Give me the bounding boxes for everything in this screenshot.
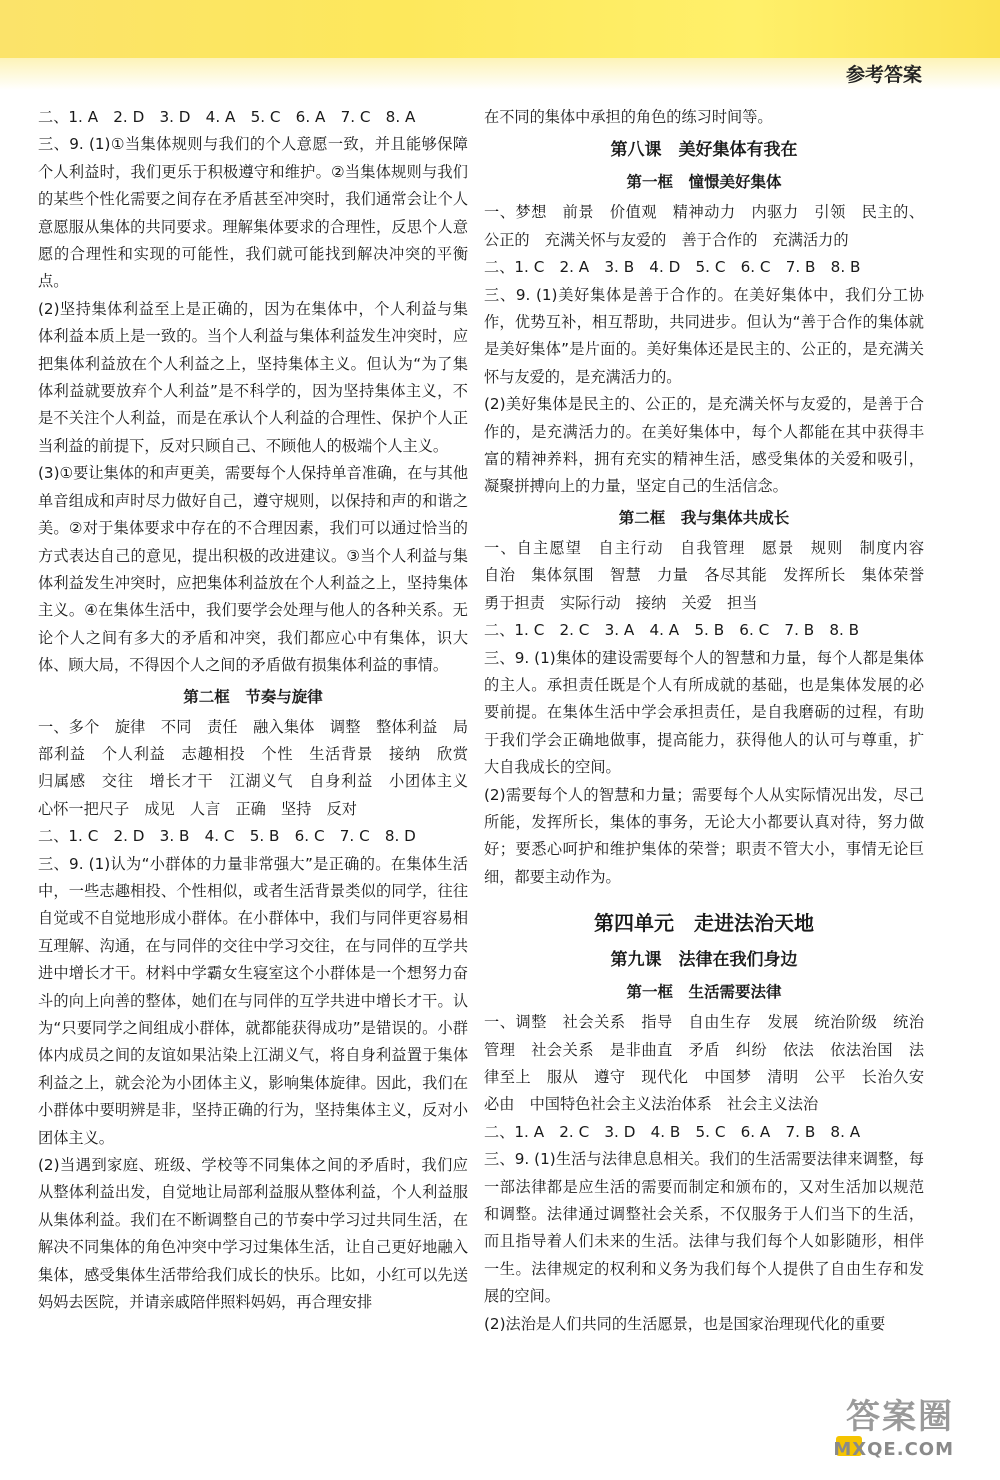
answer-paragraph: 一、调整 社会关系 指导 自由生存 发展 统治阶级 统治 管理 社会关系 是非曲直 矛盾 纠纷 依法 依法治国 法律至上 服从 遵守 现代化 中国梦 清明 公平 长治久安 必由 中国特色社会主义法治体系 社会主义法治 (484, 1013, 940, 1114)
left-column (38, 104, 484, 1316)
answer-paragraph: 一、多个 旋律 不同 责任 融入集体 调整 整体利益 局部利益 个人利益 志趣相投 个性 生活背景 接纳 欣赏 归属感 交往 增长才干 江湖义气 自身利益 小团体主义 心怀一把尺子 成见 人言 正确 坚持 反对 (38, 717, 484, 818)
answer-paragraph: 三、9. (1)集体的建设需要每个人的智慧和力量，每个人都是集体的主人。承担责任既是个人有所成就的基础，也是集体发展的必要前提。在集体生活中学会承担责任，是自我磨砺的过程，有助于我们学会正确地做事，提高能力，获得他人的认可与尊重，扩大自我成长的空间。 (484, 648, 924, 777)
answer-paragraph: (3)①要让集体的和声更美，需要每个人保持单音准确，在与其他单音组成和声时尽力做好自己，遵守规则，以保持和声的和谐之美。②对于集体要求中存在的不合理因素，我们可以通过恰当的方式表达自己的意见，提出积极的改进建议。③当个人利益与集体利益发生冲突时，应把集体利益放在个人利益之上，坚持集体主义。④在集体生活中，我们要学会处理与他人的各种关系。无论个人之间有多大的矛盾和冲突，我们都应心中有集体，识大体、顾大局，不得因个人之间的矛盾做有损集体利益的事情。 (38, 464, 469, 675)
answer-paragraph: 三、9. (1)认为“小群体的力量非常强大”是正确的。在集体生活中，一些志趣相投、个性相似，或者生活背景类似的同学，往往自觉或不自觉地形成小群体。在小群体中，我们与同伴更容易相互理解、沟通，在与同伴的交往中学习交往，在与同伴的互学共进中增长才干。材料中学霸女生寝室这个小群体是一个想努力奋斗的向上向善的整体，她们在与同伴的互学共进中增长才干。认为“只要同学之间组成小群体，就都能获得成功”是错误的。小群体内成员之间的友谊如果沾染上江湖义气，将自身利益置于集体利益之上，就会沦为小团体主义，影响集体旋律。因此，我们在小群体中要明辨是非，坚持正确的行为，坚持集体主义，反对小团体主义。 (38, 854, 468, 1147)
answer-paragraph: 三、9. (1)①当集体规则与我们的个人意愿一致，并且能够保障个人利益时，我们更乐于积极遵守和维护。②当集体规则与我们的某些个性化需要之间存在矛盾甚至冲突时，我们通常会让个人意愿服从集体的共同要求。理解集体要求的合理性，反思个人意愿的合理性和实现的可能性，我们就可能找到解决冲突的平衡点。 (38, 135, 468, 291)
answer-paragraph: (2)美好集体是民主的、公正的，是充满关怀与友爱的，是善于合作的，是充满活力的。在美好集体中，每个人都能在其中获得丰富的精神养料，拥有充实的精神生活，感受集体的关爱和吸引，凝聚拼搏向上的力量，坚定自己的生活信念。 (484, 395, 924, 496)
answer-paragraph: (2)需要每个人的智慧和力量；需要每个人从实际情况出发，尽己所能，发挥所长，集体的事务，无论大小都要认真对待，努力做好；要悉心呵护和维护集体的荣誉；职责不管大小，事情无论巨细，都要主动作为。 (484, 785, 924, 886)
section-heading: 第一框 生活需要法律 (626, 983, 782, 1002)
watermark-url: MXQE.COM (833, 1439, 954, 1460)
answer-paragraph: (2)法治是人们共同的生活愿景，也是国家治理现代化的重要 (484, 1314, 886, 1333)
answer-paragraph: 一、自主愿望 自主行动 自我管理 愿景 规则 制度内容 自治 集体氛围 智慧 力量 各尽其能 发挥所长 集体荣誉 勇于担责 实际行动 接纳 关爱 担当 (484, 538, 940, 612)
right-column (484, 104, 940, 1338)
lesson-heading: 第九课 法律在我们身边 (610, 950, 798, 971)
answer-paragraph: 二、1. C 2. C 3. A 4. A 5. B 6. C 7. B 8. B (484, 621, 860, 640)
answer-paragraph: 二、1. A 2. C 3. D 4. B 5. C 6. A 7. B 8. A (484, 1122, 861, 1141)
unit-heading: 第四单元 走进法治天地 (594, 911, 814, 936)
section-heading: 第二框 节奏与旋律 (183, 687, 323, 706)
answer-paragraph: 三、9. (1)生活与法律息息相关。我们的生活需要法律来调整，每一部法律都是应生活的需要而制定和颁布的，又对生活加以规范和调整。法律通过调整社会关系，不仅服务于人们当下的生活，而且指导着人们未来的生活。法律与我们每个人如影随形，相伴一生。法律规定的权利和义务为我们每个人提供了自由生存和发展的空间。 (484, 1150, 924, 1306)
watermark-logo (770, 1397, 980, 1470)
answer-paragraph: (2)坚持集体利益至上是正确的，因为在集体中，个人利益与集体利益本质上是一致的。当个人利益与集体利益发生冲突时，应把集体利益放在个人利益之上，坚持集体主义。但认为“为了集体利益就要放弃个人利益”是不科学的，因为坚持集体主义，不是不关注个人利益，而是在承认个人利益的合理性、保护个人正当利益的前提下，反对只顾自己、不顾他人的极端个人主义。 (38, 299, 468, 455)
answer-paragraph: 一、梦想 前景 价值观 精神动力 内驱力 引领 民主的、公正的 充满关怀与友爱的 善于合作的 充满活力的 (484, 203, 924, 249)
answer-paragraph: (2)当遇到家庭、班级、学校等不同集体之间的矛盾时，我们应从整体利益出发，自觉地让局部利益服从整体利益，个人利益服从集体利益。我们在不断调整自己的节奏中学习过共同生活，在解决不同集体的角色冲突中学习过集体生活，让自己更好地融入集体，感受集体生活带给我们成长的快乐。比如，小红可以先送妈妈去医院，并请亲戚陪伴照料妈妈，再合理安排 (38, 1156, 468, 1312)
header-band (0, 0, 1000, 58)
answer-paragraph: 二、1. C 2. A 3. B 4. D 5. C 6. C 7. B 8. B (484, 258, 861, 277)
answer-paragraph: 二、1. A 2. D 3. D 4. A 5. C 6. A 7. C 8. A (38, 108, 416, 126)
watermark-title: 答案圈 (846, 1397, 954, 1437)
answer-paragraph: 二、1. C 2. D 3. B 4. C 5. B 6. C 7. C 8. D (38, 827, 416, 846)
page-header-title: 参考答案 (845, 64, 922, 86)
answer-paragraph: 在不同的集体中承担的角色的练习时间等。 (484, 108, 773, 126)
section-heading: 第二框 我与集体共成长 (618, 508, 790, 527)
lesson-heading: 第八课 美好集体有我在 (610, 140, 798, 161)
section-heading: 第一框 憧憬美好集体 (626, 173, 782, 192)
answer-paragraph: 三、9. (1)美好集体是善于合作的。在美好集体中，我们分工协作，优势互补，相互帮助，共同进步。但认为“善于合作的集体就是美好集体”是片面的。美好集体还是民主的、公正的，是充满关怀与友爱的，是充满活力的。 (484, 285, 924, 386)
